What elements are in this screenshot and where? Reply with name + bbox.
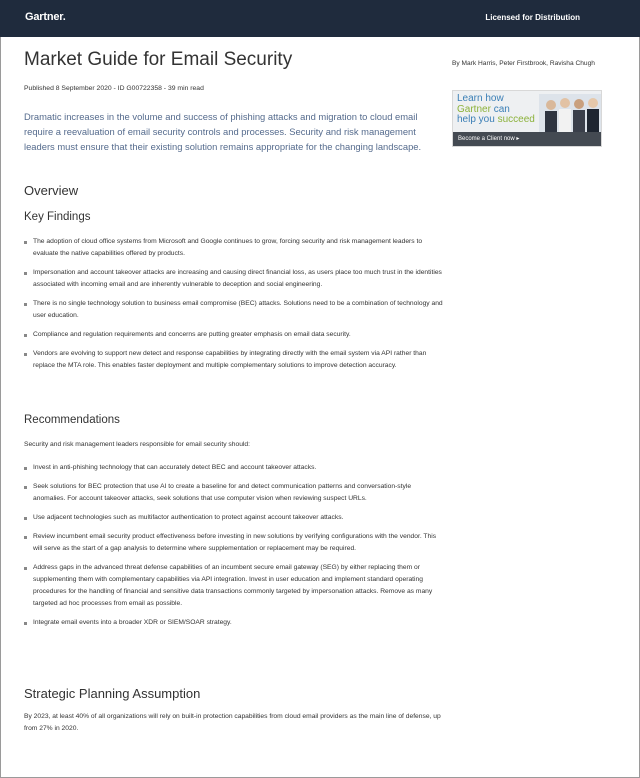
strategic-planning-text: By 2023, at least 40% of all organizations will rely on built-in protection capabilities from cloud email providers as the main line of defense, up from 27% in 2020.	[24, 713, 441, 732]
list-item: Seek solutions for BEC protection that use AI to create a baseline for and detect communication patterns and conversation-style anomalies. For account takeover attacks, seek solutions that use computer vision when reviewing suspect URLs.	[24, 481, 444, 505]
list-item: There is no single technology solution to business email compromise (BEC) attacks. Solutions need to be a combination of technology and user education.	[24, 298, 444, 322]
ad-line-help: help you	[457, 114, 495, 125]
license-label: Licensed for Distribution	[485, 13, 580, 22]
ad-gartner-word: Gartner	[457, 103, 491, 115]
page-title: Market Guide for Email Security	[24, 49, 293, 70]
ad-line-1: Learn how	[457, 93, 504, 104]
list-item: Review incumbent email security product effectiveness before investing in new solutions by verifying configurations with the vendor. This will serve as the start of a gap analysis to determine where supplementation or replacement may be required.	[24, 531, 444, 555]
list-item: Compliance and regulation requirements and concerns are putting greater emphasis on email data security.	[24, 329, 444, 341]
list-item: Vendors are evolving to support new detect and response capabilities by integrating directly with the email system via API rather than replace the MTA role. This enables faster deployment and multiple complementary solutions to improve detection accuracy.	[24, 348, 444, 372]
strategic-planning-heading: Strategic Planning Assumption	[24, 686, 201, 701]
recommendations-lead: Security and risk management leaders responsible for email security should:	[24, 441, 250, 448]
recommendations-list	[24, 462, 444, 636]
become-client-ad[interactable]	[452, 90, 602, 147]
summary-text: Dramatic increases in the volume and success of phishing attacks and migration to cloud email require a reevaluation of email security controls and processes. Security and risk management leaders must ensure that their existing solution remains appropriate for the changing landscape.	[24, 111, 422, 152]
header-bar	[0, 0, 640, 37]
key-findings-list	[24, 236, 444, 379]
key-findings-heading: Key Findings	[24, 211, 91, 223]
ad-line-can: can	[493, 103, 510, 115]
list-item: Invest in anti-phishing technology that can accurately detect BEC and account takeover attacks.	[24, 462, 444, 474]
business-people-image	[539, 94, 602, 134]
recommendations-heading: Recommendations	[24, 414, 120, 426]
published-line: Published 8 September 2020 - ID G00722358 - 39 min read	[24, 85, 204, 92]
become-client-link[interactable]: Become a Client now ▸	[453, 132, 602, 146]
list-item: The adoption of cloud office systems from Microsoft and Google continues to grow, forcing security and risk management leaders to evaluate the native capabilities offered by products.	[24, 236, 444, 260]
list-item: Impersonation and account takeover attacks are increasing and causing direct financial loss, as users place too much trust in the identities associated with incoming email and are inherently vulnerable to deception and social engineering.	[24, 267, 444, 291]
gartner-logo[interactable]: Gartner.	[25, 11, 66, 23]
list-item: Integrate email events into a broader XDR or SIEM/SOAR strategy.	[24, 617, 444, 629]
authors-line: By Mark Harris, Peter Firstbrook, Ravisha Chugh	[452, 60, 595, 67]
ad-succeed-word: succeed	[497, 114, 535, 125]
list-item: Address gaps in the advanced threat defense capabilities of an incumbent secure email gateway (SEG) by either replacing them or supplementing them with complementary capabilities via API integration. Invest in user education and implement standard operating procedures for the handling of financial and sensitive data transactions commonly targeted by impersonation attacks. Remove as many targeted ad hoc processes from email as possible.	[24, 562, 444, 610]
ad-headline	[457, 94, 535, 126]
overview-heading: Overview	[24, 183, 79, 198]
list-item: Use adjacent technologies such as multifactor authentication to protect against account takeover attacks.	[24, 512, 444, 524]
